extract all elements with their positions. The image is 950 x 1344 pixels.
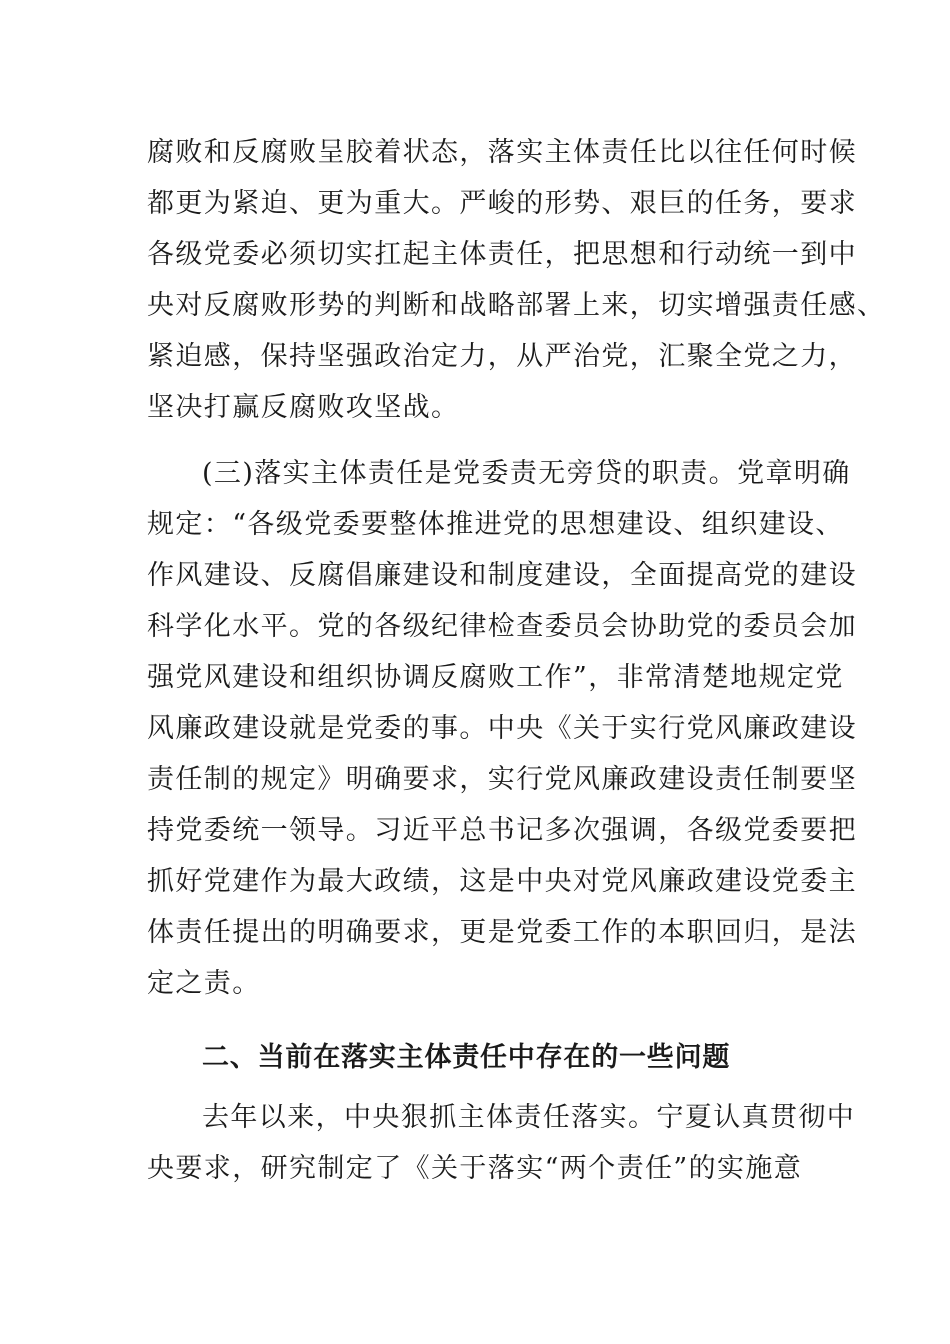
paragraph-line: 腐败和反腐败呈胶着状态，落实主体责任比以往任何时候 bbox=[147, 137, 857, 168]
paragraph-3 bbox=[147, 1092, 856, 1194]
paragraph-line: 规定：“各级党委要整体推进党的思想建设、组织建设、 bbox=[147, 509, 844, 540]
paragraph-line: 体责任提出的明确要求，更是党委工作的本职回归，是法 bbox=[147, 917, 857, 948]
paragraph-1 bbox=[147, 127, 886, 433]
paragraph-line: 抓好党建作为最大政绩，这是中央对党风廉政建设党委主 bbox=[147, 866, 857, 897]
paragraph-2 bbox=[147, 448, 857, 1009]
paragraph-line: 都更为紧迫、更为重大。严峻的形势、艰巨的任务，要求 bbox=[147, 188, 857, 219]
paragraph-line: 强党风建设和组织协调反腐败工作”，非常清楚地规定党 bbox=[147, 662, 844, 693]
paragraph-line: 坚决打赢反腐败攻坚战。 bbox=[147, 392, 460, 423]
section-heading: 二、当前在落实主体责任中存在的一些问题 bbox=[202, 1042, 731, 1073]
paragraph-line: 持党委统一领导。习近平总书记多次强调，各级党委要把 bbox=[147, 815, 857, 846]
paragraph-line: 央对反腐败形势的判断和战略部署上来，切实增强责任感、 bbox=[147, 290, 886, 321]
paragraph-line: (三)落实主体责任是党委责无旁贷的职责。党章明确 bbox=[202, 458, 851, 489]
paragraph-line: 责任制的规定》明确要求，实行党风廉政建设责任制要坚 bbox=[147, 764, 857, 795]
paragraph-line: 央要求，研究制定了《关于落实“两个责任”的实施意 bbox=[147, 1153, 803, 1184]
paragraph-line: 定之责。 bbox=[147, 968, 261, 999]
paragraph-line: 作风建设、反腐倡廉建设和制度建设，全面提高党的建设 bbox=[147, 560, 857, 591]
paragraph-line: 去年以来，中央狠抓主体责任落实。宁夏认真贯彻中 bbox=[202, 1102, 856, 1133]
paragraph-line: 紧迫感，保持坚强政治定力，从严治党，汇聚全党之力， bbox=[147, 341, 857, 372]
paragraph-line: 风廉政建设就是党委的事。中央《关于实行党风廉政建设 bbox=[147, 713, 857, 744]
document-body bbox=[147, 127, 886, 1194]
paragraph-line: 各级党委必须切实扛起主体责任，把思想和行动统一到中 bbox=[147, 239, 857, 270]
paragraph-line: 科学化水平。党的各级纪律检查委员会协助党的委员会加 bbox=[147, 611, 857, 642]
